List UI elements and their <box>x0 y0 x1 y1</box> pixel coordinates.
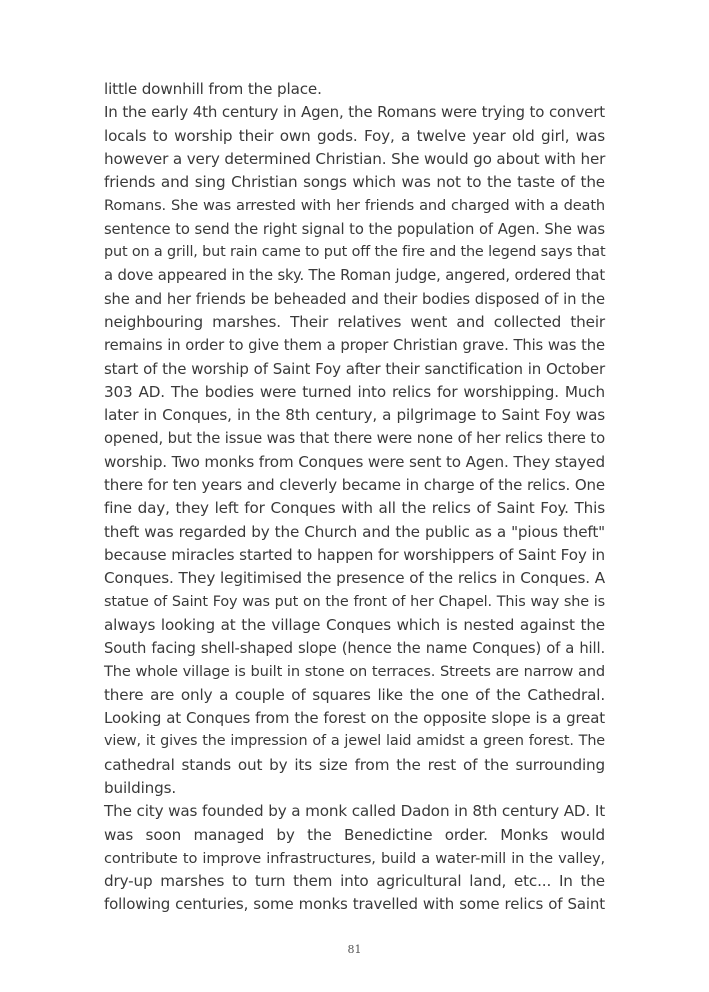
text-line: there for ten years and cleverly became in charge of the relics. One <box>104 476 605 495</box>
text-line: In the early 4th century in Agen, the Romans were trying to convert <box>104 103 605 122</box>
text-line: theft was regarded by the Church and the public as a "pious theft" <box>104 522 605 541</box>
text-line: 303 AD. The bodies were turned into relics for worshipping. Much <box>104 382 605 401</box>
body-text <box>104 78 605 917</box>
text-line: neighbouring marshes. Their relatives went and collected their <box>104 312 605 331</box>
text-line: later in Conques, in the 8th century, a pilgrimage to Saint Foy was <box>104 406 605 425</box>
text-line: fine day, they left for Conques with all the relics of Saint Foy. This <box>104 499 605 518</box>
text-line: there are only a couple of squares like the one of the Cathedral. <box>104 685 605 704</box>
text-line: Conques. They legitimised the presence of the relics in Conques. A <box>104 569 605 588</box>
text-line: remains in order to give them a proper Christian grave. This was the <box>104 337 605 355</box>
text-line: Romans. She was arrested with her friends and charged with a death <box>104 197 605 215</box>
text-line: The whole village is built in stone on terraces. Streets are narrow and <box>104 663 605 681</box>
text-line: a dove appeared in the sky. The Roman judge, angered, ordered that <box>104 267 606 285</box>
text-line: she and her friends be beheaded and their bodies disposed of in the <box>104 290 605 308</box>
text-line: South facing shell-shaped slope (hence the name Conques) of a hill. <box>104 640 605 658</box>
text-line: Looking at Conques from the forest on the opposite slope is a great <box>104 709 605 728</box>
text-line: statue of Saint Foy was put on the front of her Chapel. This way she is <box>104 593 605 610</box>
text-line: worship. Two monks from Conques were sent to Agen. They stayed <box>104 452 605 471</box>
text-line: contribute to improve infrastructures, build a water-mill in the valley, <box>104 849 605 867</box>
text-line: view, it gives the impression of a jewel laid amidst a green forest. The <box>104 733 605 750</box>
text-line: friends and sing Christian songs which was not to the taste of the <box>104 173 605 192</box>
text-line: following centuries, some monks travelled with some relics of Saint <box>104 895 605 914</box>
text-line: The city was founded by a monk called Dadon in 8th century AD. It <box>104 802 605 821</box>
text-line: because miracles started to happen for worshippers of Saint Foy in <box>104 545 605 564</box>
text-line: sentence to send the right signal to the population of Agen. She was <box>104 220 605 238</box>
text-line: start of the worship of Saint Foy after their sanctification in October <box>104 359 605 378</box>
text-line: locals to worship their own gods. Foy, a twelve year old girl, was <box>104 126 605 145</box>
text-line: however a very determined Christian. She would go about with her <box>104 149 606 168</box>
text-line: buildings. <box>104 778 177 797</box>
text-line: opened, but the issue was that there were none of her relics there to <box>104 430 605 448</box>
text-line: little downhill from the place. <box>104 80 322 98</box>
text-line: always looking at the village Conques which is nested against the <box>104 615 605 634</box>
page-number: 81 <box>347 943 362 956</box>
text-line: put on a grill, but rain came to put off the fire and the legend says that <box>104 244 606 261</box>
text-line: dry-up marshes to turn them into agricultural land, etc... In the <box>104 872 605 891</box>
text-line: was soon managed by the Benedictine order. Monks would <box>104 825 605 844</box>
text-line: cathedral stands out by its size from the rest of the surrounding <box>104 755 605 774</box>
